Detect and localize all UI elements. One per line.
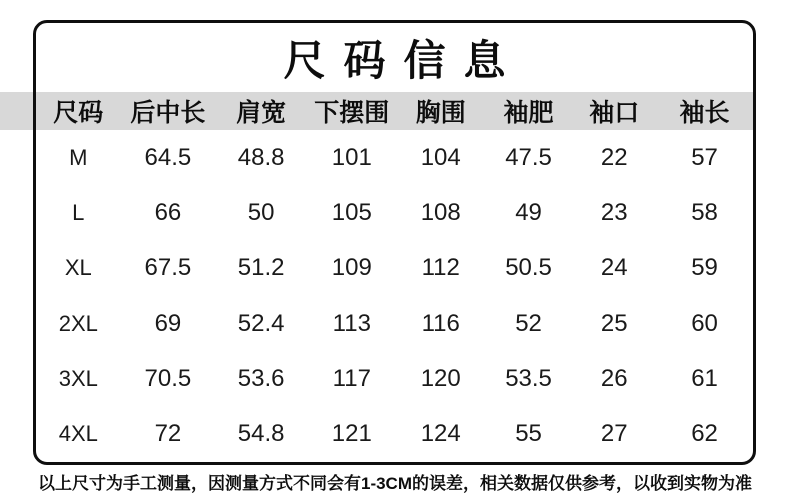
- measurement-cell: 49: [515, 198, 542, 226]
- measurement-cell: 112: [421, 254, 460, 282]
- measurement-cell: 54.8: [237, 420, 285, 448]
- measurement-cell: 24: [600, 254, 628, 282]
- measurement-cell: 64.5: [144, 143, 192, 171]
- header-back-length: 后中长: [130, 99, 206, 127]
- header-cuff: 袖口: [589, 99, 640, 127]
- measurement-cell: 50: [247, 198, 275, 226]
- measurement-cell: 104: [420, 143, 461, 171]
- measurement-cell: 116: [421, 309, 460, 337]
- measurement-cell: 52.4: [237, 309, 285, 337]
- measurement-cell: 66: [154, 198, 182, 226]
- measurement-cell: 61: [691, 364, 718, 392]
- measurement-cell: 60: [691, 309, 718, 337]
- measurement-cell: 59: [691, 254, 718, 282]
- measurement-cell: 101: [331, 143, 372, 171]
- measurement-cell: 47.5: [505, 143, 552, 171]
- size-label-cell: XL: [64, 255, 92, 281]
- header-size: 尺码: [53, 99, 104, 127]
- header-hem-circumference: 下摆围: [314, 99, 390, 127]
- measurement-cell: 69: [154, 309, 182, 337]
- measurement-cell: 26: [600, 364, 628, 392]
- measurement-cell: 67.5: [144, 254, 192, 282]
- measurement-cell: 25: [600, 309, 628, 337]
- size-label-cell: 3XL: [58, 365, 98, 391]
- table-row: [36, 241, 753, 296]
- table-row: [36, 407, 753, 462]
- measurement-cell: 23: [600, 198, 628, 226]
- measurement-cell: 109: [331, 254, 372, 282]
- measurement-cell: 113: [332, 309, 371, 337]
- measurement-cell: 121: [331, 420, 372, 448]
- table-row: [36, 185, 753, 240]
- size-label-cell: 4XL: [58, 421, 98, 447]
- table-row: [36, 351, 753, 406]
- title-area: [36, 23, 753, 92]
- page-title: 尺码信息: [283, 36, 524, 84]
- header-shoulder-width: 肩宽: [236, 99, 287, 127]
- measurement-cell: 51.2: [237, 254, 285, 282]
- measurement-cell: 105: [331, 198, 372, 226]
- size-label-cell: M: [69, 144, 88, 170]
- measurement-cell: 53.6: [237, 364, 285, 392]
- size-label-cell: L: [72, 199, 85, 225]
- measurement-cell: 124: [420, 420, 461, 448]
- measurement-cell: 53.5: [505, 364, 552, 392]
- header-chest: 胸围: [415, 99, 466, 127]
- table-row: [36, 296, 753, 351]
- size-label-cell: 2XL: [58, 310, 98, 336]
- measurement-cell: 108: [420, 198, 461, 226]
- measurement-cell: 120: [420, 364, 461, 392]
- size-chart-panel: [33, 20, 756, 465]
- table-row: [36, 130, 753, 185]
- measurement-cell: 48.8: [237, 143, 285, 171]
- header-sleeve-width: 袖肥: [503, 99, 554, 127]
- table-body: [36, 130, 753, 462]
- measurement-cell: 72: [154, 420, 182, 448]
- measurement-disclaimer: 以上尺寸为手工测量，因测量方式不同会有1-3CM的误差，相关数据仅供参考，以收到实物为准: [37, 474, 752, 493]
- table-header-row: [36, 92, 753, 130]
- measurement-cell: 22: [600, 143, 628, 171]
- measurement-cell: 50.5: [505, 254, 552, 282]
- measurement-cell: 55: [515, 420, 542, 448]
- measurement-cell: 27: [600, 420, 628, 448]
- measurement-cell: 58: [691, 198, 718, 226]
- measurement-cell: 70.5: [144, 364, 192, 392]
- measurement-cell: 62: [691, 420, 718, 448]
- measurement-cell: 117: [332, 364, 371, 392]
- header-sleeve-length: 袖长: [679, 99, 730, 127]
- measurement-cell: 57: [691, 143, 718, 171]
- measurement-cell: 52: [515, 309, 542, 337]
